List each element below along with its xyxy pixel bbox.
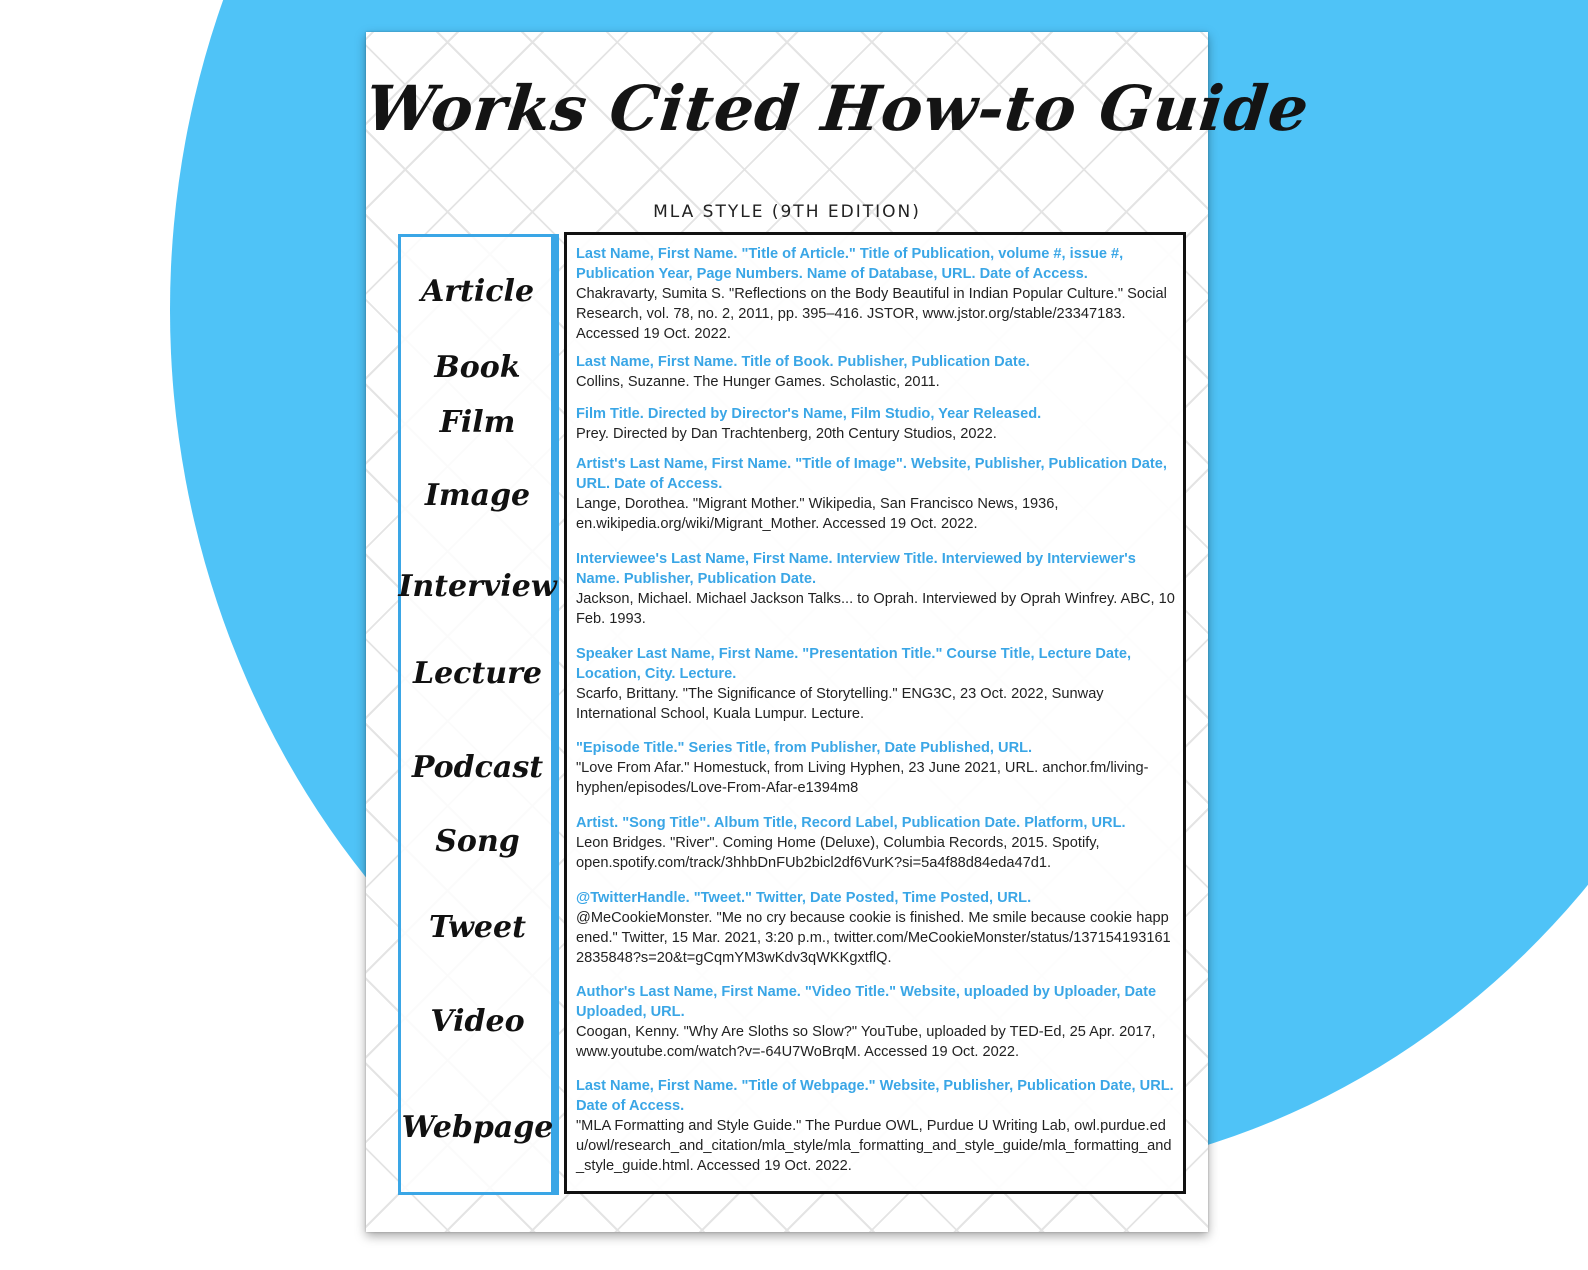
citation-entry-article <box>576 244 1176 344</box>
citation-entry-interview <box>576 549 1176 629</box>
citation-template: "Episode Title." Series Title, from Publisher, Date Published, URL. <box>576 740 1033 756</box>
row-label-video: Video <box>430 1004 525 1039</box>
citation-template: Last Name, First Name. "Title of Webpage." Website, Publisher, Publication Date, URL. Date of Access. <box>576 1078 1174 1114</box>
row-label-book: Book <box>434 350 521 385</box>
row-label-song: Song <box>435 824 520 859</box>
citation-entry-song <box>576 813 1176 873</box>
row-label-article: Article <box>420 274 535 309</box>
citation-template: Last Name, First Name. "Title of Article." Title of Publication, volume #, issue #, Publication Year, Page Numbers. Name of Database, URL. Date of Access. <box>576 246 1124 282</box>
citation-entry-podcast <box>576 738 1176 798</box>
citation-template: Last Name, First Name. Title of Book. Publisher, Publication Date. <box>576 354 1030 370</box>
citation-entry-film <box>576 404 1176 444</box>
citation-template: @TwitterHandle. "Tweet." Twitter, Date Posted, Time Posted, URL. <box>576 890 1032 906</box>
citation-example: Prey. Directed by Dan Trachtenberg, 20th Century Studios, 2022. <box>576 426 997 442</box>
citation-entry-image <box>576 454 1176 534</box>
citation-template: Author's Last Name, First Name. "Video Title." Website, uploaded by Uploader, Date Uploaded, URL. <box>576 984 1157 1020</box>
row-label-image: Image <box>424 478 531 513</box>
citation-entry-webpage <box>576 1076 1176 1176</box>
citation-entry-book <box>576 352 1176 392</box>
citation-template: Artist's Last Name, First Name. "Title of Image". Website, Publisher, Publication Date, URL. Date of Access. <box>576 456 1167 492</box>
citation-example: Collins, Suzanne. The Hunger Games. Scholastic, 2011. <box>576 374 940 390</box>
row-label-film: Film <box>439 405 516 440</box>
citation-entry-video <box>576 982 1176 1062</box>
citation-example: Leon Bridges. "River". Coming Home (Deluxe), Columbia Records, 2015. Spotify, open.spotify.com/track/3hhbDnFUb2bicl2df6VurK?si=5a4f88d84eda47d1. <box>576 835 1100 871</box>
citation-template: Film Title. Directed by Director's Name, Film Studio, Year Released. <box>576 406 1042 422</box>
page-subtitle: MLA STYLE (9TH EDITION) <box>653 202 921 222</box>
row-label-webpage: Webpage <box>401 1110 554 1145</box>
citation-example: Lange, Dorothea. "Migrant Mother." Wikipedia, San Francisco News, 1936, en.wikipedia.org/wiki/Migrant_Mother. Accessed 19 Oct. 2022. <box>576 496 1059 532</box>
citation-example: Chakravarty, Sumita S. "Reflections on the Body Beautiful in Indian Popular Culture." Social Research, vol. 78, no. 2, 2011, pp. 395–416. JSTOR, www.jstor.org/stable/23347183. Accessed 19 Oct. 2022. <box>576 286 1167 342</box>
citation-entry-tweet <box>576 888 1176 968</box>
row-label-interview: Interview <box>398 569 557 604</box>
guide-page <box>362 32 1313 1232</box>
citation-example: Jackson, Michael. Michael Jackson Talks... to Oprah. Interviewed by Oprah Winfrey. ABC, 10 Feb. 1993. <box>576 591 1175 627</box>
citation-template: Speaker Last Name, First Name. "Presentation Title." Course Title, Lecture Date, Location, City. Lecture. <box>576 646 1132 682</box>
citation-entry-lecture <box>576 644 1176 724</box>
page-title: Works Cited How-to Guide <box>362 72 1313 145</box>
citation-example: Scarfo, Brittany. "The Significance of Storytelling." ENG3C, 23 Oct. 2022, Sunway International School, Kuala Lumpur. Lecture. <box>576 686 1104 722</box>
citation-example: "Love From Afar." Homestuck, from Living Hyphen, 23 June 2021, URL. anchor.fm/living-hyphen/episodes/Love-From-Afar-e1394m8 <box>576 760 1149 796</box>
citation-example: "MLA Formatting and Style Guide." The Purdue OWL, Purdue U Writing Lab, owl.purdue.edu/owl/research_and_citation/mla_style/mla_formatting_and_style_guide/mla_formatting_and_style_guide.html. Accessed 19 Oct. 2022. <box>576 1118 1172 1174</box>
row-label-tweet: Tweet <box>429 910 526 945</box>
citation-template: Artist. "Song Title". Album Title, Record Label, Publication Date. Platform, URL. <box>576 815 1126 831</box>
citation-example: Coogan, Kenny. "Why Are Sloths so Slow?" YouTube, uploaded by TED-Ed, 25 Apr. 2017, www.youtube.com/watch?v=-64U7WoBrqM. Accessed 19 Oct. 2022. <box>576 1024 1156 1060</box>
citation-example: @MeCookieMonster. "Me no cry because cookie is finished. Me smile because cookie happened." Twitter, 15 Mar. 2021, 3:20 p.m., twitter.com/MeCookieMonster/status/1371541931612835848?s=20&t=gCqmYM3wKdv3qWKKgxtflQ. <box>576 910 1171 966</box>
row-label-podcast: Podcast <box>411 750 544 785</box>
citation-template: Interviewee's Last Name, First Name. Interview Title. Interviewed by Interviewer's Name. Publisher, Publication Date. <box>576 551 1136 587</box>
row-label-lecture: Lecture <box>412 656 542 691</box>
